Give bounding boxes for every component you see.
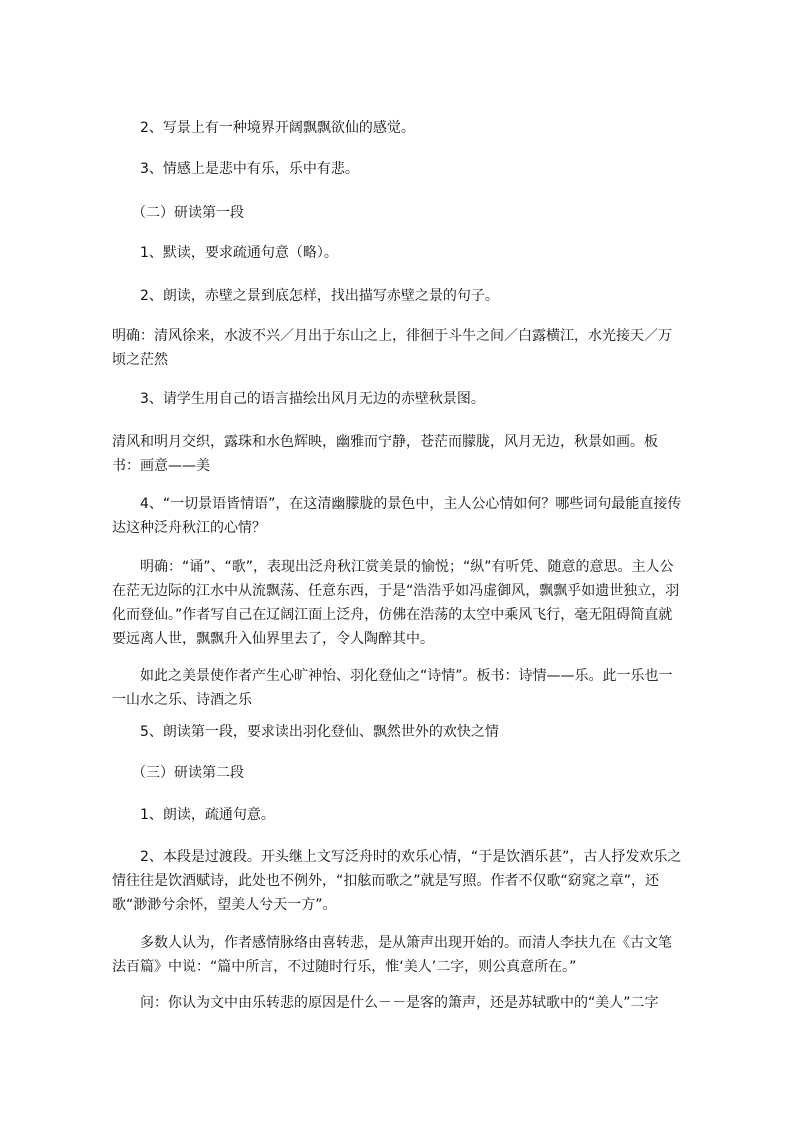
paragraph-question-cause: 问：你认为文中由乐转悲的原因是什么－－是客的箫声，还是苏轼歌中的“美人”二字 — [140, 995, 659, 1011]
paragraph-read-aloud: 2、朗读，赤壁之景到底怎样，找出描写赤壁之景的句子。 — [140, 288, 499, 304]
paragraph-majority-view: 多数人认为，作者感情脉络由喜转悲，是从箫声出现开始的。而清人李扶九在《古文笔法百篇》中说：“篇中所言，不过随时行乐，惟‘美人’二字，则公真意所在。” — [112, 935, 672, 975]
paragraph-question-4: 4、“一切景语皆情语”，在这清幽朦胧的景色中，主人公心情如何？哪些词句最能直接传达这种泛舟秋江的心情？ — [112, 496, 682, 536]
paragraph-scene-description: 清风和明月交织，露珠和水色辉映，幽雅而宁静，苍茫而朦胧，风月无边，秋景如画。板书：画意——美 — [112, 434, 658, 474]
section-heading-3: （三）研读第二段 — [132, 765, 244, 781]
paragraph-poetic-feeling: 如此之美景使作者产生心旷神怡、羽化登仙之“诗情”。板书：诗情——乐。此一乐也一一山水之乐、诗酒之乐 — [112, 668, 673, 708]
paragraph-point-3-emotion: 3、情感上是悲中有乐，乐中有悲。 — [140, 161, 359, 177]
paragraph-silent-reading: 1、默读，要求疏通句意（略）。 — [140, 245, 338, 261]
section-heading-2: （二）研读第一段 — [132, 205, 244, 221]
paragraph-read-clarify: 1、朗读，疏通句意。 — [140, 807, 275, 823]
paragraph-transition: 2、本段是过渡段。开头继上文写泛舟时的欢乐心情，“于是饮酒乐甚”，古人抒发欢乐之情往往是饮酒赋诗，此处也不例外，“扣舷而歌之”就是写照。作者不仅歌“窈窕之章”，还歌“渺渺兮余怀，望美人兮天一方”。 — [112, 849, 682, 913]
paragraph-clarification-2: 明确：“诵”、“歌”，表现出泛舟秋江赏美景的愉悦；“纵”有听凭、随意的意思。主人公在茫无边际的江水中从流飘荡、任意东西，于是“浩浩乎如冯虚御风，飘飘乎如遗世独立，羽化而登仙。”作者写自己在辽阔江面上泛舟，仿佛在浩荡的太空中乘风飞行，毫无阻碍简直就要远离人世，飘飘升入仙界里去了，令人陶醉其中。 — [112, 559, 680, 647]
paragraph-describe-scene: 3、请学生用自己的语言描绘出风月无边的赤壁秋景图。 — [140, 391, 485, 407]
paragraph-point-2-scenery: 2、写景上有一种境界开阔飘飘欲仙的感觉。 — [140, 120, 415, 136]
paragraph-read-first-section: 5、朗读第一段，要求读出羽化登仙、飘然世外的欢快之情 — [140, 724, 499, 740]
paragraph-clarification-1: 明确：清风徐来，水波不兴／月出于东山之上，徘徊于斗牛之间／白露横江，水光接天／万顷之茫然 — [112, 328, 672, 368]
